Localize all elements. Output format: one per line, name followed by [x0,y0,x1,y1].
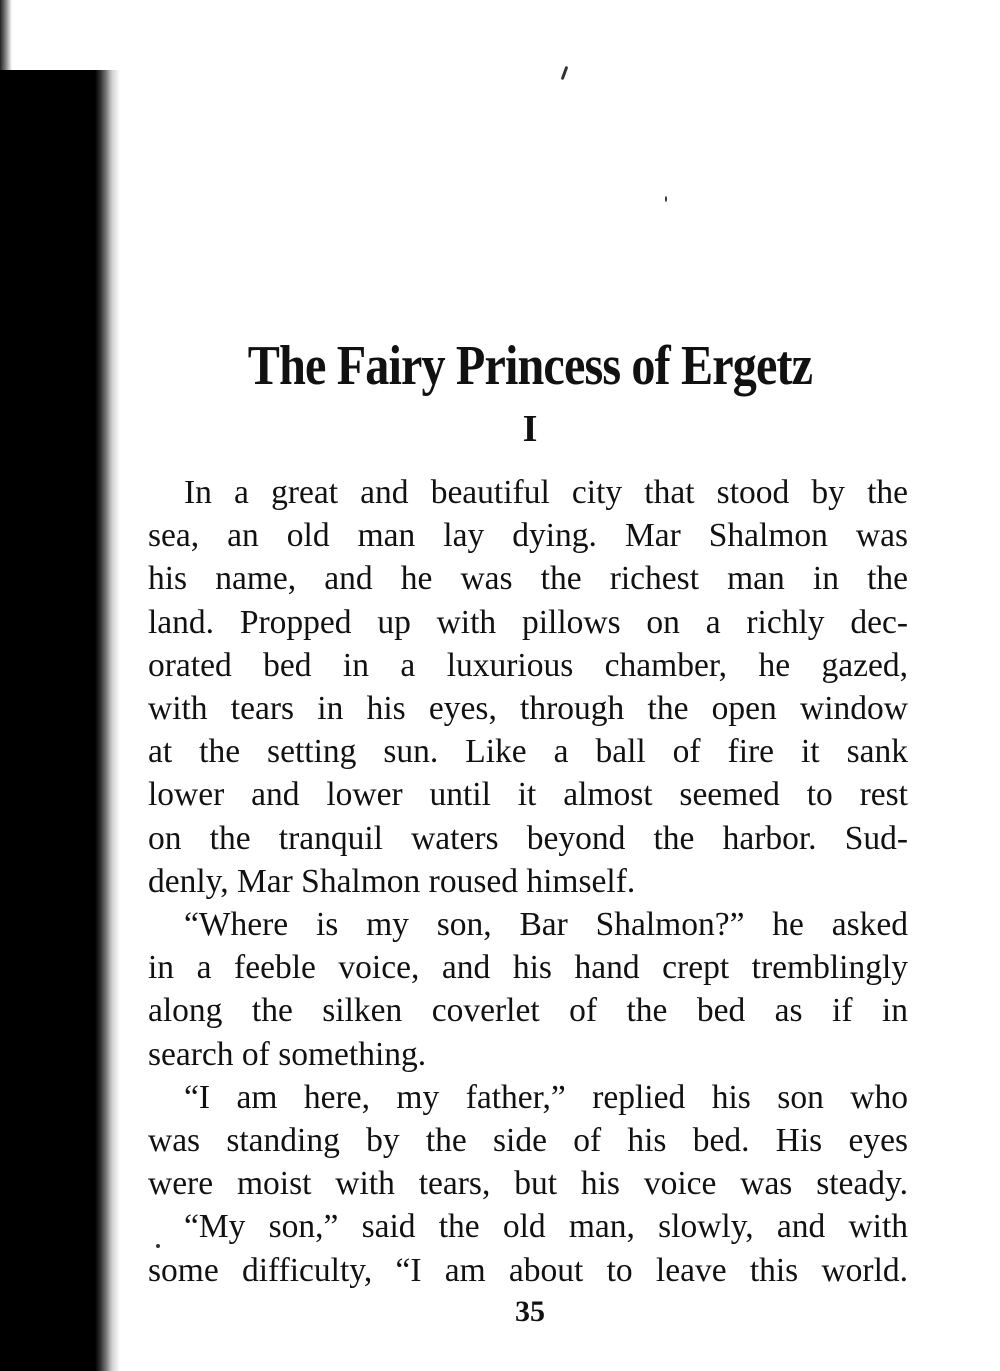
text-line: lower and lower until it almost seemed to rest [148,776,908,814]
text-line: denly, Mar Shalmon roused himself. [148,862,636,900]
text-line: was standing by the side of his bed. His eyes [148,1122,908,1160]
text-line: “I am here, my father,” replied his son who [184,1078,908,1116]
text-line: his name, and he was the richest man in the [148,560,908,598]
page-title: The Fairy Princess of Ergetz [247,335,813,397]
gutter-shadow-top [0,0,12,70]
text-line: “My son,” said the old man, slowly, and with [184,1208,908,1246]
scan-speck [561,66,569,80]
text-line: “Where is my son, Bar Shalmon?” he asked [184,906,908,944]
page-number: 35 [515,1295,545,1328]
text-line: on the tranquil waters beyond the harbor. Sud- [148,819,908,857]
gutter-shadow [0,70,120,1371]
text-line: some difficulty, “I am about to leave this world. [148,1251,908,1289]
text-line: search of something. [148,1035,427,1073]
chapter-number: I [522,408,538,450]
scan-speck [665,196,667,202]
text-line: along the silken coverlet of the bed as if in [148,992,908,1030]
body-text [148,471,908,1292]
text-line: In a great and beautiful city that stood by the [184,474,908,511]
text-line: orated bed in a luxurious chamber, he gazed, [148,646,908,684]
text-line: at the setting sun. Like a ball of fire it sank [148,733,908,771]
text-line: with tears in his eyes, through the open window [148,690,908,728]
text-line: were moist with tears, but his voice was steady. [148,1165,908,1203]
text-line: sea, an old man lay dying. Mar Shalmon was [148,517,908,555]
text-line: in a feeble voice, and his hand crept tremblingly [148,949,908,987]
text-line: land. Propped up with pillows on a richly dec- [148,603,908,641]
